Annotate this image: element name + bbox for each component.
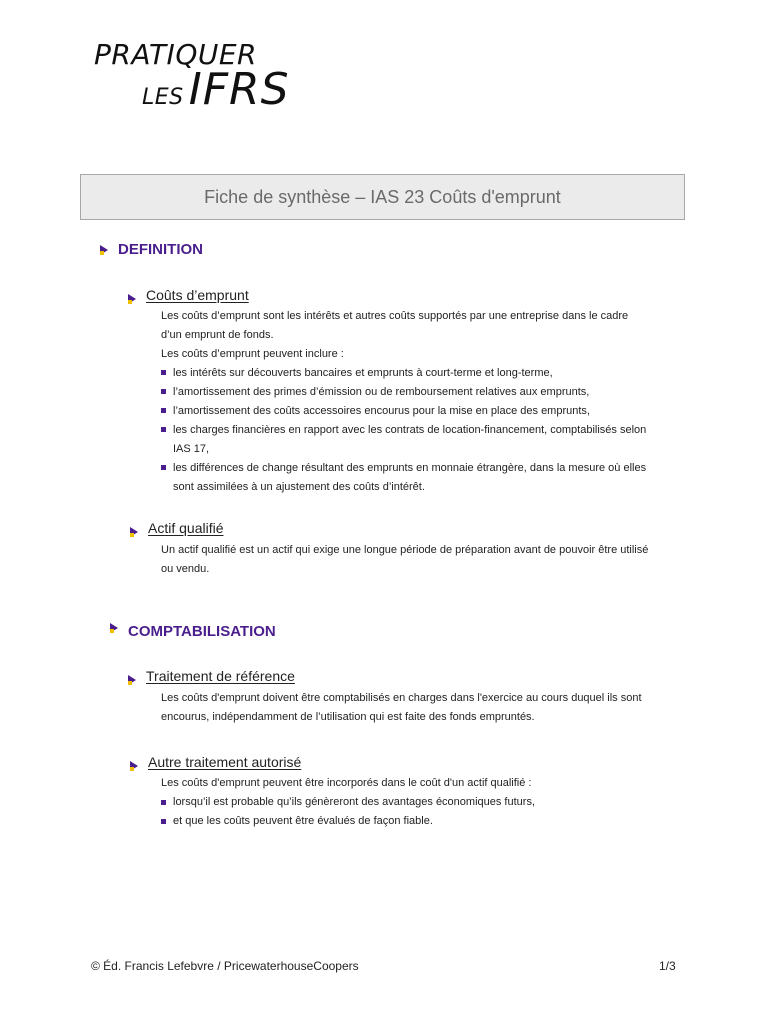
paragraph-line: Un actif qualifié est un actif qui exige une longue période de préparation avant de pouvoir être utilisé bbox=[161, 544, 649, 556]
bullet-text: l’amortissement des primes d’émission ou de remboursement relatives aux emprunts, bbox=[173, 386, 590, 398]
bullet-square-icon bbox=[161, 389, 166, 394]
logo-line-pratiquer: PRATIQUER bbox=[94, 38, 257, 71]
bullet-text-continuation: IAS 17, bbox=[173, 443, 210, 455]
bullet-text: lorsqu’il est probable qu’ils génèreront des avantages économiques futurs, bbox=[173, 796, 535, 808]
paragraph-line: Les coûts d’emprunt peuvent inclure : bbox=[161, 348, 344, 360]
subsection-arrow-icon bbox=[130, 761, 138, 771]
bullet-text: les différences de change résultant des emprunts en monnaie étrangère, dans la mesure où elles bbox=[173, 462, 647, 474]
section-heading-definition: DEFINITION bbox=[118, 241, 203, 258]
bullet-text-continuation: sont assimilées à un ajustement des coûts d’intérêt. bbox=[173, 481, 425, 493]
subsection-arrow-icon bbox=[128, 294, 136, 304]
paragraph-line: Les coûts d’emprunt sont les intérêts et autres coûts supportés par une entreprise dans le cadre bbox=[161, 310, 629, 322]
section-arrow-icon bbox=[100, 245, 108, 255]
bullet-text: l’amortissement des coûts accessoires encourus pour la mise en place des emprunts, bbox=[173, 405, 590, 417]
paragraph-line: Les coûts d'emprunt doivent être comptabilisés en charges dans l'exercice au cours duquel ils sont bbox=[161, 692, 642, 704]
footer-copyright: © Éd. Francis Lefebvre / PricewaterhouseCoopers bbox=[91, 959, 359, 973]
publication-logo bbox=[94, 40, 290, 119]
bullet-square-icon bbox=[161, 408, 166, 413]
bullet-square-icon bbox=[161, 800, 166, 805]
section-arrow-icon bbox=[110, 623, 118, 633]
paragraph-line: d’un emprunt de fonds. bbox=[161, 329, 274, 341]
bullet-square-icon bbox=[161, 370, 166, 375]
document-title: Fiche de synthèse – IAS 23 Coûts d'emprunt bbox=[204, 186, 561, 207]
logo-line-les-ifrs bbox=[142, 64, 290, 119]
subsection-title-traitement-reference: Traitement de référence bbox=[146, 668, 295, 684]
footer-page-number: 1/3 bbox=[659, 959, 676, 973]
document-title-box bbox=[80, 174, 685, 220]
bullet-text: les charges financières en rapport avec les contrats de location-financement, comptabilisés selon bbox=[173, 424, 647, 436]
section-heading-comptabilisation: COMPTABILISATION bbox=[128, 623, 276, 640]
bullet-square-icon bbox=[161, 819, 166, 824]
logo-les: LES bbox=[142, 85, 184, 110]
paragraph-line: encourus, indépendamment de l’utilisation qui est faite des fonds empruntés. bbox=[161, 711, 535, 723]
bullet-text: les intérêts sur découverts bancaires et emprunts à court-terme et long-terme, bbox=[173, 367, 553, 379]
paragraph-line: ou vendu. bbox=[161, 563, 210, 575]
subsection-title-actif-qualifie: Actif qualifié bbox=[148, 520, 224, 536]
subsection-title-couts-emprunt: Coûts d’emprunt bbox=[146, 287, 249, 303]
bullet-text: et que les coûts peuvent être évalués de façon fiable. bbox=[173, 815, 433, 827]
subsection-arrow-icon bbox=[130, 527, 138, 537]
logo-ifrs: IFRS bbox=[188, 64, 290, 115]
subsection-arrow-icon bbox=[128, 675, 136, 685]
bullet-square-icon bbox=[161, 465, 166, 470]
bullet-square-icon bbox=[161, 427, 166, 432]
subsection-title-autre-traitement: Autre traitement autorisé bbox=[148, 754, 302, 770]
paragraph-line: Les coûts d'emprunt peuvent être incorporés dans le coût d'un actif qualifié : bbox=[161, 777, 532, 789]
